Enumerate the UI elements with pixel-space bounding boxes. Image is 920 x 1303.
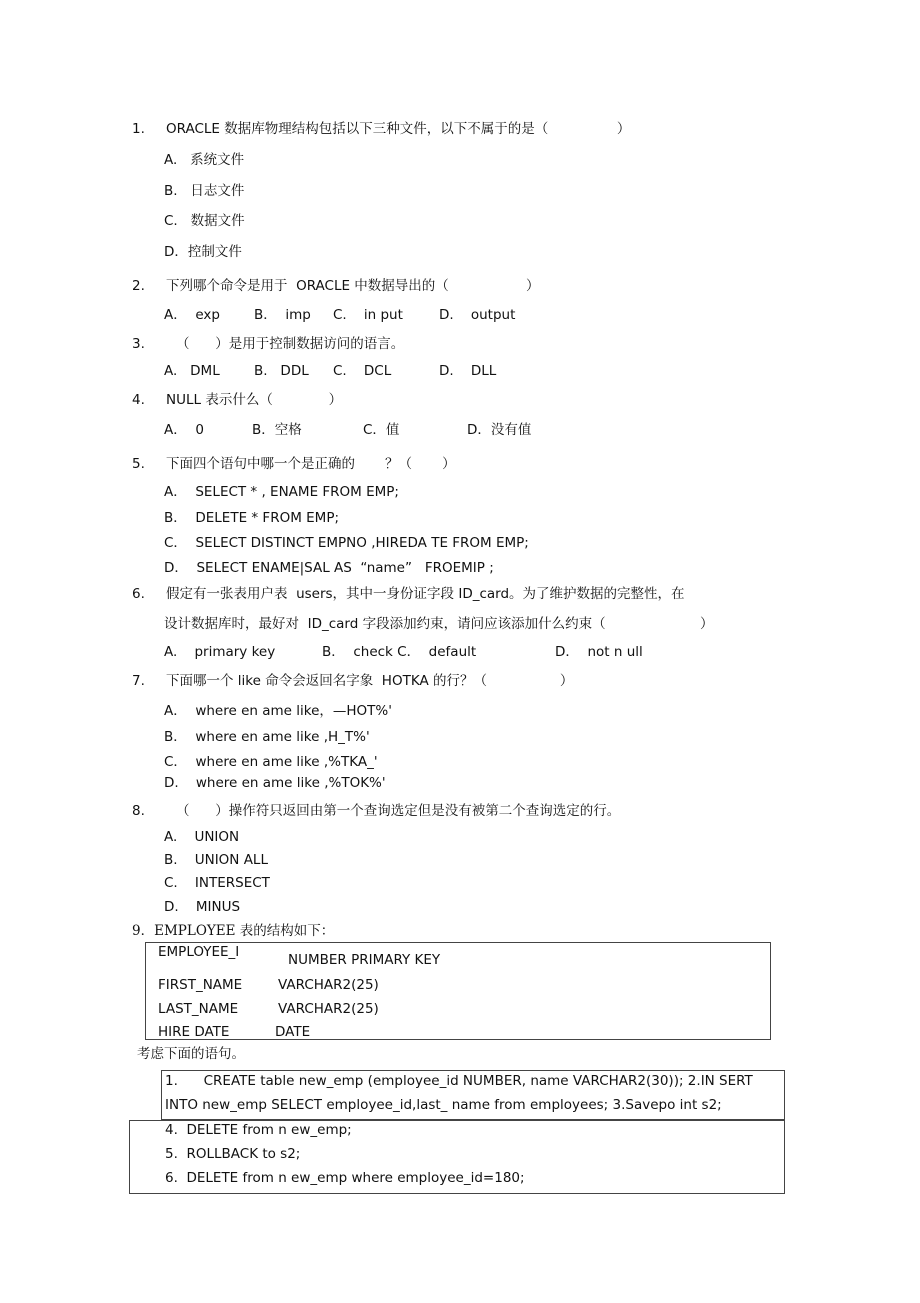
q3-option-c: C. DCL [333, 363, 392, 379]
employee-table [145, 942, 771, 1040]
q2-option-b: B． imp [254, 307, 311, 323]
statement-line-1: 1. CREATE table new_emp (employee_id NUMBER, name VARCHAR2(30)); 2.IN SERT [165, 1073, 753, 1089]
q6-option-d: D． not n ull [555, 644, 643, 660]
table-row-2-column: FIRST_NAME [158, 977, 243, 993]
q8-option-d: D. MINUS [164, 899, 241, 915]
q7-option-d: D. where en ame like ,%TOK%' [164, 775, 386, 791]
q8-option-b: B. UNION ALL [164, 852, 268, 868]
q7-option-c: C． where en ame like ,%TKA_' [164, 754, 378, 770]
q1-option-c: C. 数据文件 [164, 213, 245, 229]
q1-option-a: A. 系统文件 [164, 152, 245, 168]
q1-option-b: B. 日志文件 [164, 183, 245, 199]
statement-line-2: INTO new_emp SELECT employee_id,last_ name from employees; 3.Savepo int s2; [165, 1097, 722, 1113]
q3-option-a: A. DML [164, 363, 220, 379]
table-row-4-type: DATE [275, 1024, 311, 1040]
q5-option-d: D． SELECT ENAME|SAL AS “name” FROEMIP ; [164, 560, 494, 576]
q3-text: （ ）是用于控制数据访问的语言。 [176, 336, 405, 352]
q3-option-b: B. DDL [254, 363, 309, 379]
statement-4: 4. DELETE from n ew_emp; [165, 1122, 352, 1138]
q1-number: 1. [132, 121, 145, 137]
statement-5: 5. ROLLBACK to s2; [165, 1146, 301, 1162]
q8-number: 8. [132, 803, 145, 819]
table-row-3-column: LAST_NAME [158, 1001, 239, 1017]
q6-option-a: A. primary key [164, 644, 276, 660]
q7-text: 下面哪一个 like 命令会返回名字象 HOTKA 的行？（ ） [166, 673, 574, 689]
table-row-1-column: EMPLOYEE_I [158, 944, 240, 960]
q7-option-b: B． where en ame like ,H_T%' [164, 729, 370, 745]
q9-title: 9．EMPLOYEE 表的结构如下： [132, 923, 335, 939]
statements-box-2 [129, 1120, 785, 1194]
q5-option-b: B． DELETE * FROM EMP; [164, 510, 340, 526]
q4-option-b: B．空格 [252, 422, 302, 438]
q6-number: 6. [132, 586, 145, 602]
table-row-4-column: HIRE DATE [158, 1024, 230, 1040]
q6-text-line2: 设计数据库时，最好对 ID_card 字段添加约束，请问应该添加什么约束（ ） [164, 616, 714, 632]
q4-option-c: C．值 [363, 422, 400, 438]
statements-box-1 [161, 1070, 785, 1120]
q2-text: 下列哪个命令是用于 ORACLE 中数据导出的（ ） [166, 278, 540, 294]
q2-option-d: D. output [439, 307, 516, 323]
q3-option-d: D. DLL [439, 363, 497, 379]
q3-number: 3. [132, 336, 145, 352]
q5-text: 下面四个语句中哪一个是正确的 ？（ ） [166, 456, 456, 472]
q8-text: （ ）操作符只返回由第一个查询选定但是没有被第二个查询选定的行。 [176, 803, 621, 819]
q7-number: 7. [132, 673, 145, 689]
q5-option-c: C． SELECT DISTINCT EMPNO ,HIREDA TE FROM EMP; [164, 535, 529, 551]
q4-number: 4. [132, 392, 145, 408]
q2-option-a: A． exp [164, 307, 220, 323]
q2-option-c: C. in put [333, 307, 403, 323]
q6-option-b-c: B． check C． default [322, 644, 477, 660]
table-row-1-type: NUMBER PRIMARY KEY [288, 952, 441, 968]
q4-option-a: A． 0 [164, 422, 204, 438]
table-row-3-type: VARCHAR2(25) [278, 1001, 379, 1017]
q8-option-c: C. INTERSECT [164, 875, 270, 891]
q2-number: 2. [132, 278, 145, 294]
q4-text: NULL 表示什么（ ） [166, 392, 343, 408]
q4-option-d: D．没有值 [467, 422, 532, 438]
q7-option-a: A． where en ame like，—HOT%' [164, 703, 392, 719]
statement-6: 6. DELETE from n ew_emp where employee_id=180; [165, 1170, 525, 1186]
q5-number: 5. [132, 456, 145, 472]
q1-option-d: D．控制文件 [164, 244, 242, 260]
q5-option-a: A． SELECT * , ENAME FROM EMP; [164, 484, 399, 500]
table-row-2-type: VARCHAR2(25) [278, 977, 379, 993]
q8-option-a: A. UNION [164, 829, 240, 845]
consider-label: 考虑下面的语句。 [137, 1046, 245, 1062]
q1-text: ORACLE 数据库物理结构包括以下三种文件，以下不属于的是（ ） [166, 121, 631, 137]
q6-text-line1: 假定有一张表用户表 users，其中一身份证字段 ID_card。为了维护数据的完整性，在 [166, 586, 685, 602]
